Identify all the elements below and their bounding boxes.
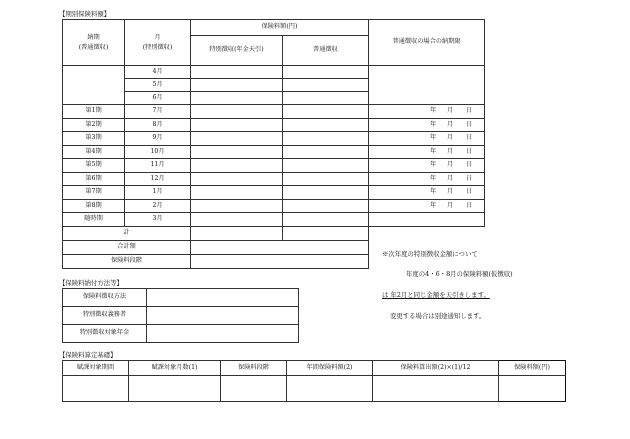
withholding-agent-value — [147, 307, 299, 325]
ordinary-amount-cell — [283, 92, 369, 105]
period-month-cell: 1月 — [125, 186, 191, 200]
period-row — [63, 118, 485, 132]
withholding-agent-label: 特別徴収義務者 — [63, 307, 147, 325]
basis-premium-value — [499, 376, 566, 402]
basis-months-value — [129, 376, 221, 402]
blank-noki-cell — [63, 66, 125, 105]
period-term-cell: 第2期 — [63, 118, 125, 132]
deadline-cell — [369, 132, 485, 146]
header-special: 特別徴収(年金天引) — [191, 36, 283, 66]
header-month-label: 月 — [154, 34, 161, 42]
deadline-month-unit: 月 — [447, 120, 454, 128]
basis-header-period: 賦課対象期間 — [63, 361, 129, 376]
deadline-day-unit: 日 — [466, 174, 473, 182]
special-amount-cell — [191, 172, 283, 186]
header-ordinary: 普通徴収 — [283, 36, 369, 66]
basis-header-calculated: 保険料算出額(2)×(1)/12 — [373, 361, 499, 376]
ordinary-amount-cell — [283, 159, 369, 173]
deadline-day-unit: 日 — [466, 134, 473, 142]
deadline-cell — [369, 213, 485, 227]
deadline-month-unit: 月 — [447, 147, 454, 155]
period-premium-table — [62, 19, 485, 269]
deadline-cell — [369, 199, 485, 213]
month-cell-april: 4月 — [125, 66, 191, 79]
period-term-cell: 第5期 — [63, 159, 125, 173]
deadline-year-unit: 年 — [430, 120, 437, 128]
deadline-month-unit: 月 — [447, 161, 454, 169]
period-term-cell: 第3期 — [63, 132, 125, 146]
ordinary-amount-cell — [283, 199, 369, 213]
period-term-cell: 第6期 — [63, 172, 125, 186]
pension-target-value — [147, 325, 299, 343]
grand-total-label: 合計額 — [63, 240, 191, 254]
special-amount-cell — [191, 79, 283, 92]
period-month-cell: 8月 — [125, 118, 191, 132]
deadline-cell — [369, 145, 485, 159]
total-label: 計 — [63, 226, 191, 240]
header-noki — [63, 20, 125, 66]
payment-section-title: 【保険料納付方法等】 — [59, 279, 123, 287]
period-month-cell: 12月 — [125, 172, 191, 186]
header-deadline: 普通徴収の場合の納期限 — [369, 20, 485, 66]
notice-line-4: 変更する場合は別途通知します。 — [390, 312, 486, 320]
notice-line-1: ※次年度の特別徴収金額について — [382, 250, 478, 258]
bracket-label: 保険料段階 — [63, 254, 191, 268]
basis-section-title: 【保険料算定基礎】 — [59, 351, 117, 359]
deadline-year-unit: 年 — [430, 107, 437, 115]
month-cell-june: 6月 — [125, 92, 191, 105]
deadline-day-unit: 日 — [466, 107, 473, 115]
deadline-cell — [369, 159, 485, 173]
total-ordinary-cell — [283, 226, 369, 240]
deadline-day-unit: 日 — [466, 120, 473, 128]
deadline-year-unit: 年 — [430, 188, 437, 196]
period-section-title: 【期別保険料額】 — [59, 10, 111, 18]
period-row — [63, 145, 485, 159]
deadline-year-unit: 年 — [430, 147, 437, 155]
basis-header-bracket: 保険料段階 — [221, 361, 287, 376]
deadline-year-unit: 年 — [430, 134, 437, 142]
period-row — [63, 172, 485, 186]
deadline-year-unit: 年 — [430, 161, 437, 169]
period-row — [63, 132, 485, 146]
period-row — [63, 159, 485, 173]
period-month-cell: 10月 — [125, 145, 191, 159]
deadline-cell — [369, 186, 485, 200]
deadline-month-unit: 月 — [447, 134, 454, 142]
period-month-cell: 9月 — [125, 132, 191, 146]
ordinary-amount-cell — [283, 79, 369, 92]
special-amount-cell — [191, 186, 283, 200]
deadline-month-unit: 月 — [447, 107, 454, 115]
basis-header-annual: 年間保険料額(2) — [287, 361, 373, 376]
special-amount-cell — [191, 159, 283, 173]
basis-period-value — [63, 376, 129, 402]
deadline-cell — [369, 118, 485, 132]
basis-header-months: 賦課対象月数(1) — [129, 361, 221, 376]
grand-total-cell — [191, 240, 369, 254]
deadline-day-unit: 日 — [466, 188, 473, 196]
period-month-cell: 7月 — [125, 105, 191, 119]
period-term-cell: 第8期 — [63, 199, 125, 213]
special-amount-cell — [191, 199, 283, 213]
header-month — [125, 20, 191, 66]
special-amount-cell — [191, 132, 283, 146]
notice-line-2: 年度の4・6・8月の保険料額(仮徴収) — [406, 270, 513, 278]
ordinary-amount-cell — [283, 118, 369, 132]
deadline-month-unit: 月 — [447, 201, 454, 209]
payment-method-value — [147, 289, 299, 307]
basis-calculated-value — [373, 376, 499, 402]
deadline-month-unit: 月 — [447, 174, 454, 182]
ordinary-amount-cell — [283, 172, 369, 186]
total-special-cell — [191, 226, 283, 240]
blank-deadline-cell — [369, 66, 485, 105]
calculation-basis-table — [62, 360, 566, 402]
special-amount-cell — [191, 213, 283, 227]
basis-annual-value — [287, 376, 373, 402]
period-row — [63, 186, 485, 200]
special-amount-cell — [191, 92, 283, 105]
period-month-cell: 3月 — [125, 213, 191, 227]
period-term-cell: 第4期 — [63, 145, 125, 159]
period-term-cell: 第7期 — [63, 186, 125, 200]
special-amount-cell — [191, 66, 283, 79]
ordinary-amount-cell — [283, 145, 369, 159]
header-month-sub: (特別徴収) — [142, 43, 173, 51]
deadline-cell — [369, 105, 485, 119]
period-term-cell: 随時期 — [63, 213, 125, 227]
period-row — [63, 199, 485, 213]
payment-method-table — [62, 288, 299, 343]
ordinary-amount-cell — [283, 66, 369, 79]
period-row — [63, 105, 485, 119]
deadline-month-unit: 月 — [447, 188, 454, 196]
period-rows — [63, 105, 485, 227]
header-noki-label: 納期 — [87, 34, 100, 42]
period-term-cell: 第1期 — [63, 105, 125, 119]
special-amount-cell — [191, 105, 283, 119]
pension-target-label: 特別徴収対象年金 — [63, 325, 147, 343]
deadline-day-unit: 日 — [466, 161, 473, 169]
basis-header-premium: 保険料額(円) — [499, 361, 566, 376]
period-month-cell: 2月 — [125, 199, 191, 213]
special-amount-cell — [191, 118, 283, 132]
month-cell-may: 5月 — [125, 79, 191, 92]
header-noki-sub: (普通徴収) — [78, 43, 109, 51]
deadline-year-unit: 年 — [430, 201, 437, 209]
ordinary-amount-cell — [283, 186, 369, 200]
period-row — [63, 213, 485, 227]
deadline-day-unit: 日 — [466, 147, 473, 155]
ordinary-amount-cell — [283, 213, 369, 227]
header-premium: 保険料額(円) — [191, 20, 369, 36]
deadline-year-unit: 年 — [430, 174, 437, 182]
bracket-cell — [191, 254, 369, 268]
deadline-cell — [369, 172, 485, 186]
deadline-day-unit: 日 — [466, 201, 473, 209]
special-amount-cell — [191, 145, 283, 159]
notice-line-3: は 年2月と同じ金額を天引きします。 — [382, 291, 490, 299]
ordinary-amount-cell — [283, 132, 369, 146]
period-month-cell: 11月 — [125, 159, 191, 173]
basis-bracket-value — [221, 376, 287, 402]
payment-method-label: 保険料徴収方法 — [63, 289, 147, 307]
ordinary-amount-cell — [283, 105, 369, 119]
